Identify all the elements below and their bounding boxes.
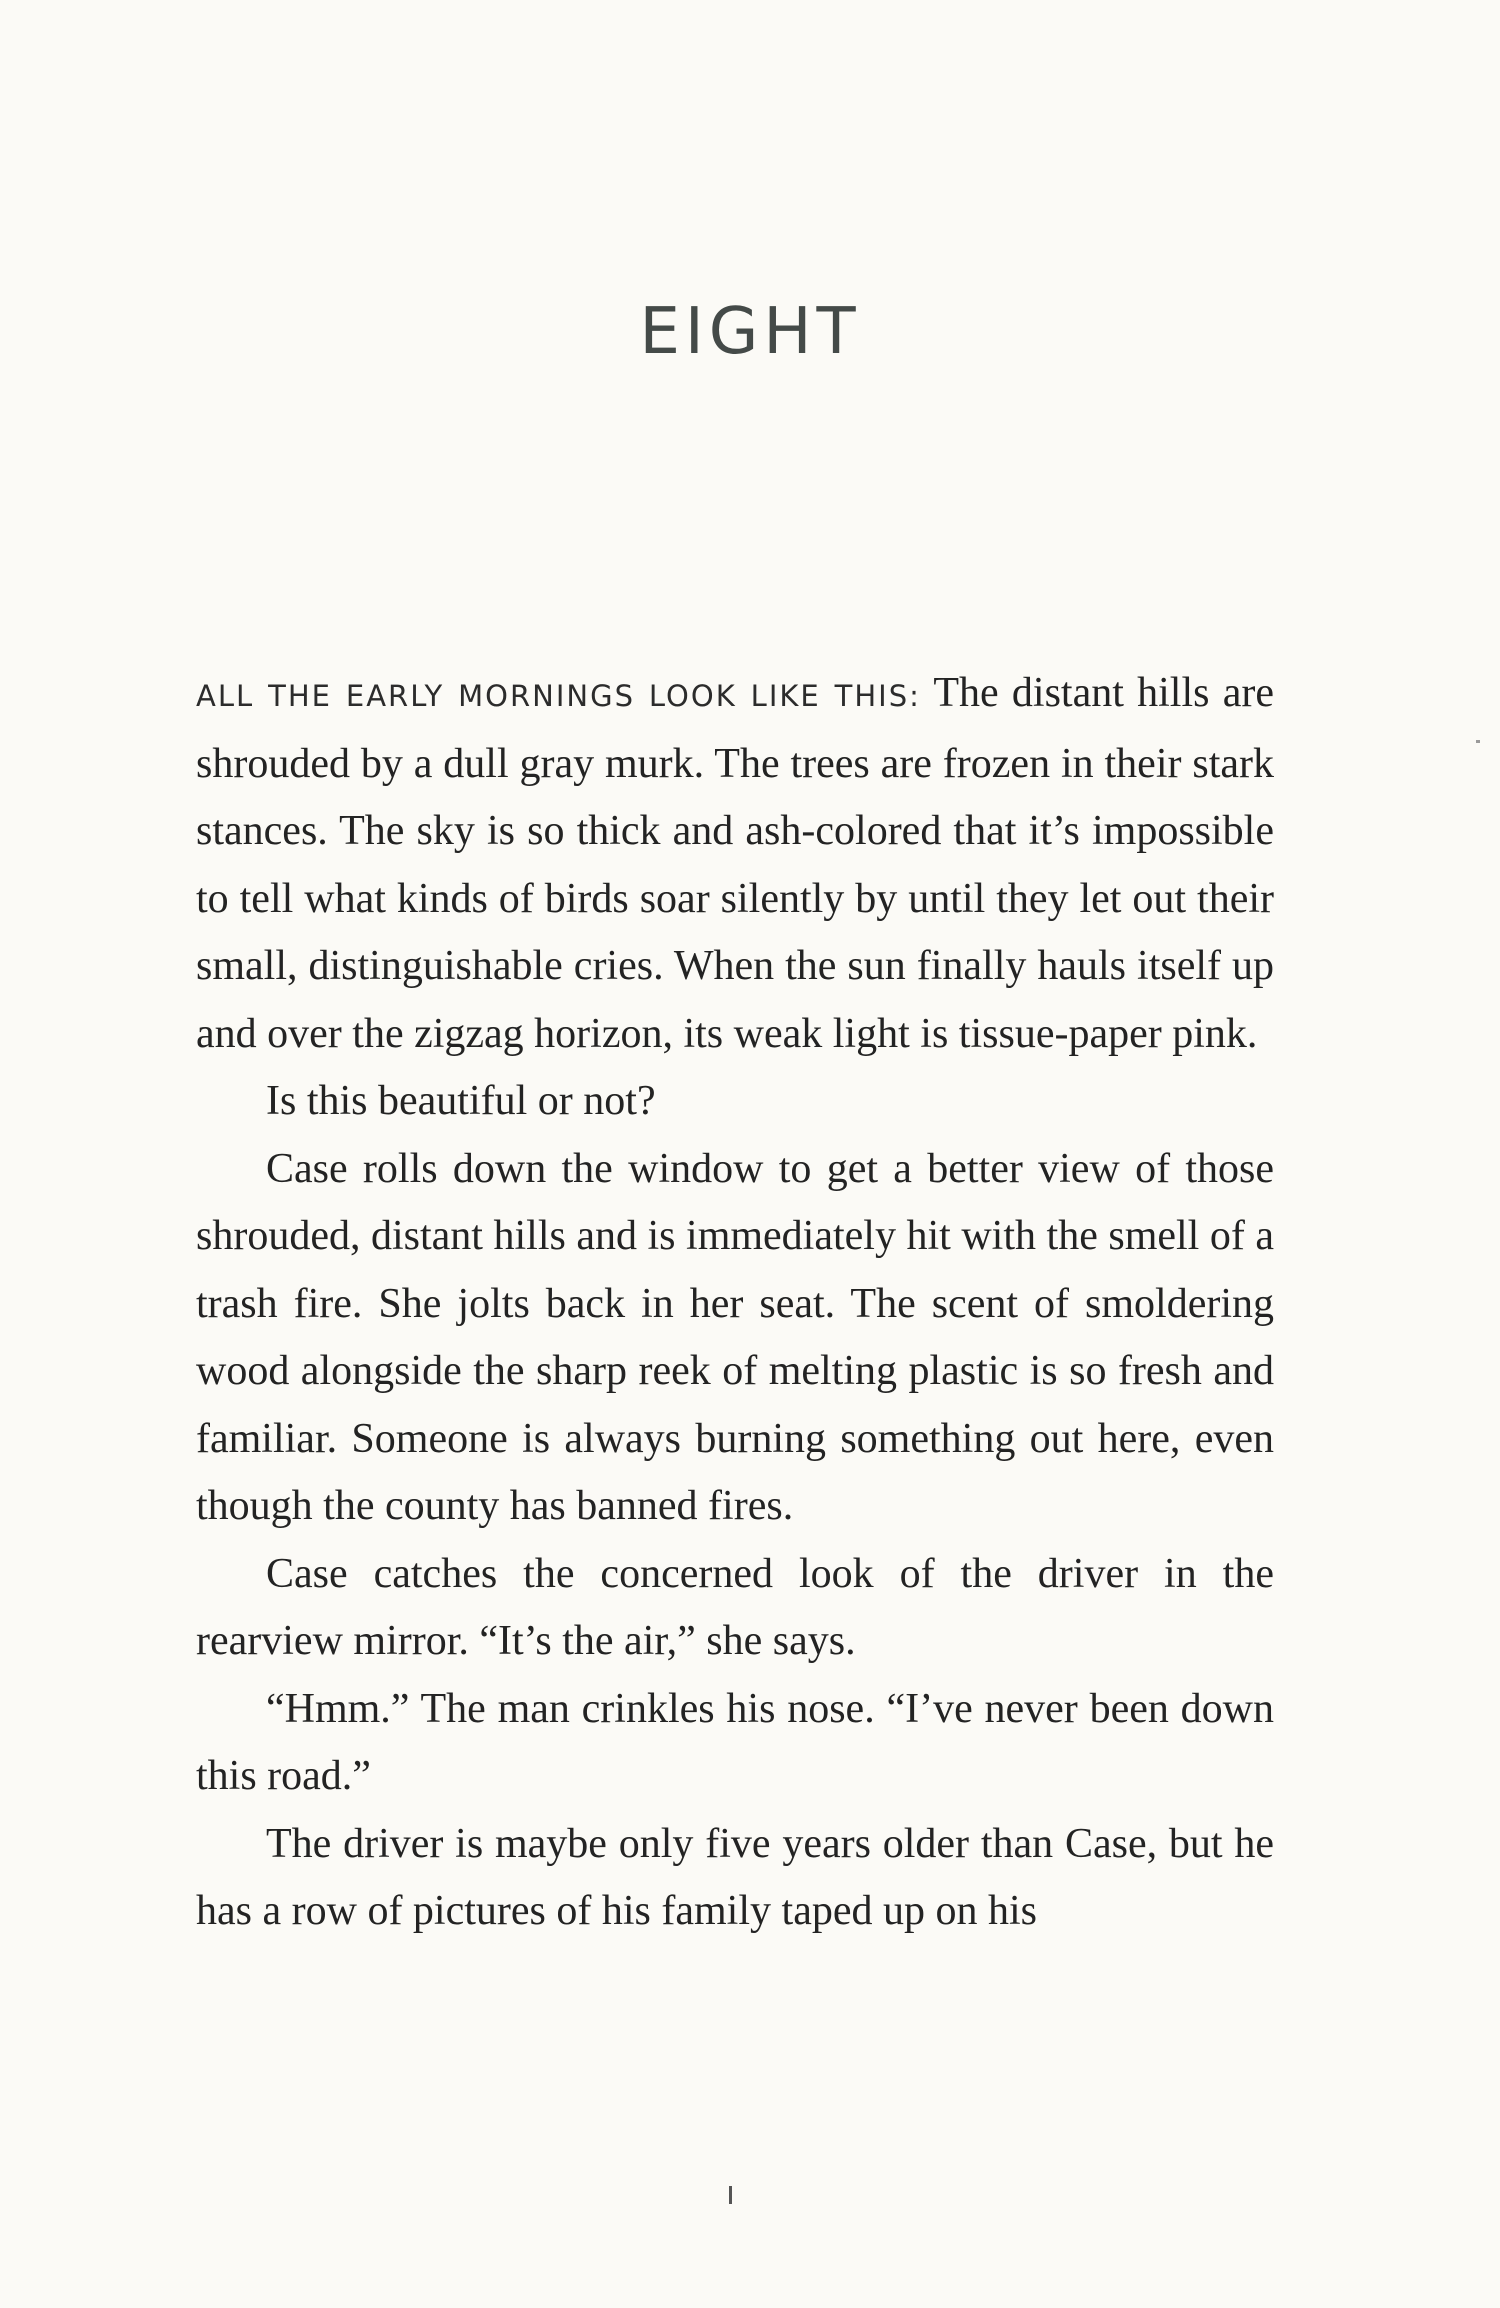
paragraph-1 xyxy=(196,660,1274,1068)
paragraph-1-text: The distant hills are shrouded by a dull gray murk. The trees are frozen in their stark stances. The sky is so thick and ash-colored that it’s impossible to tell what kinds of birds soar silently by until they let out their small, distinguishable cries. When the sun finally hauls itself up and over the zigzag horizon, its weak light is tissue-paper pink. xyxy=(196,670,1274,1057)
paragraph-5: “Hmm.” The man crinkles his nose. “I’ve never been down this road.” xyxy=(196,1685,1274,1799)
paragraph-6: The driver is maybe only five years older than Case, but he has a row of pictures of his family taped up on his xyxy=(196,1820,1274,1934)
scan-speck xyxy=(1476,740,1480,743)
paragraph-2: Is this beautiful or not? xyxy=(266,1078,656,1124)
folio-mark xyxy=(729,2186,732,2204)
paragraph-4: Case catches the concerned look of the driver in the rearview mirror. “It’s the air,” she says. xyxy=(196,1550,1274,1664)
chapter-title: EIGHT xyxy=(639,295,861,369)
chapter-body xyxy=(196,660,1274,1946)
paragraph-3: Case rolls down the window to get a better view of those shrouded, distant hills and is immediately hit with the smell of a trash fire. She jolts back in her seat. The scent of smoldering wood alongside the sharp reek of melting plastic is so fresh and familiar. Someone is always burning something out here, even though the county has banned fires. xyxy=(196,1145,1274,1529)
lead-in-small-caps: ALL THE EARLY MORNINGS LOOK LIKE THIS: xyxy=(196,679,921,713)
